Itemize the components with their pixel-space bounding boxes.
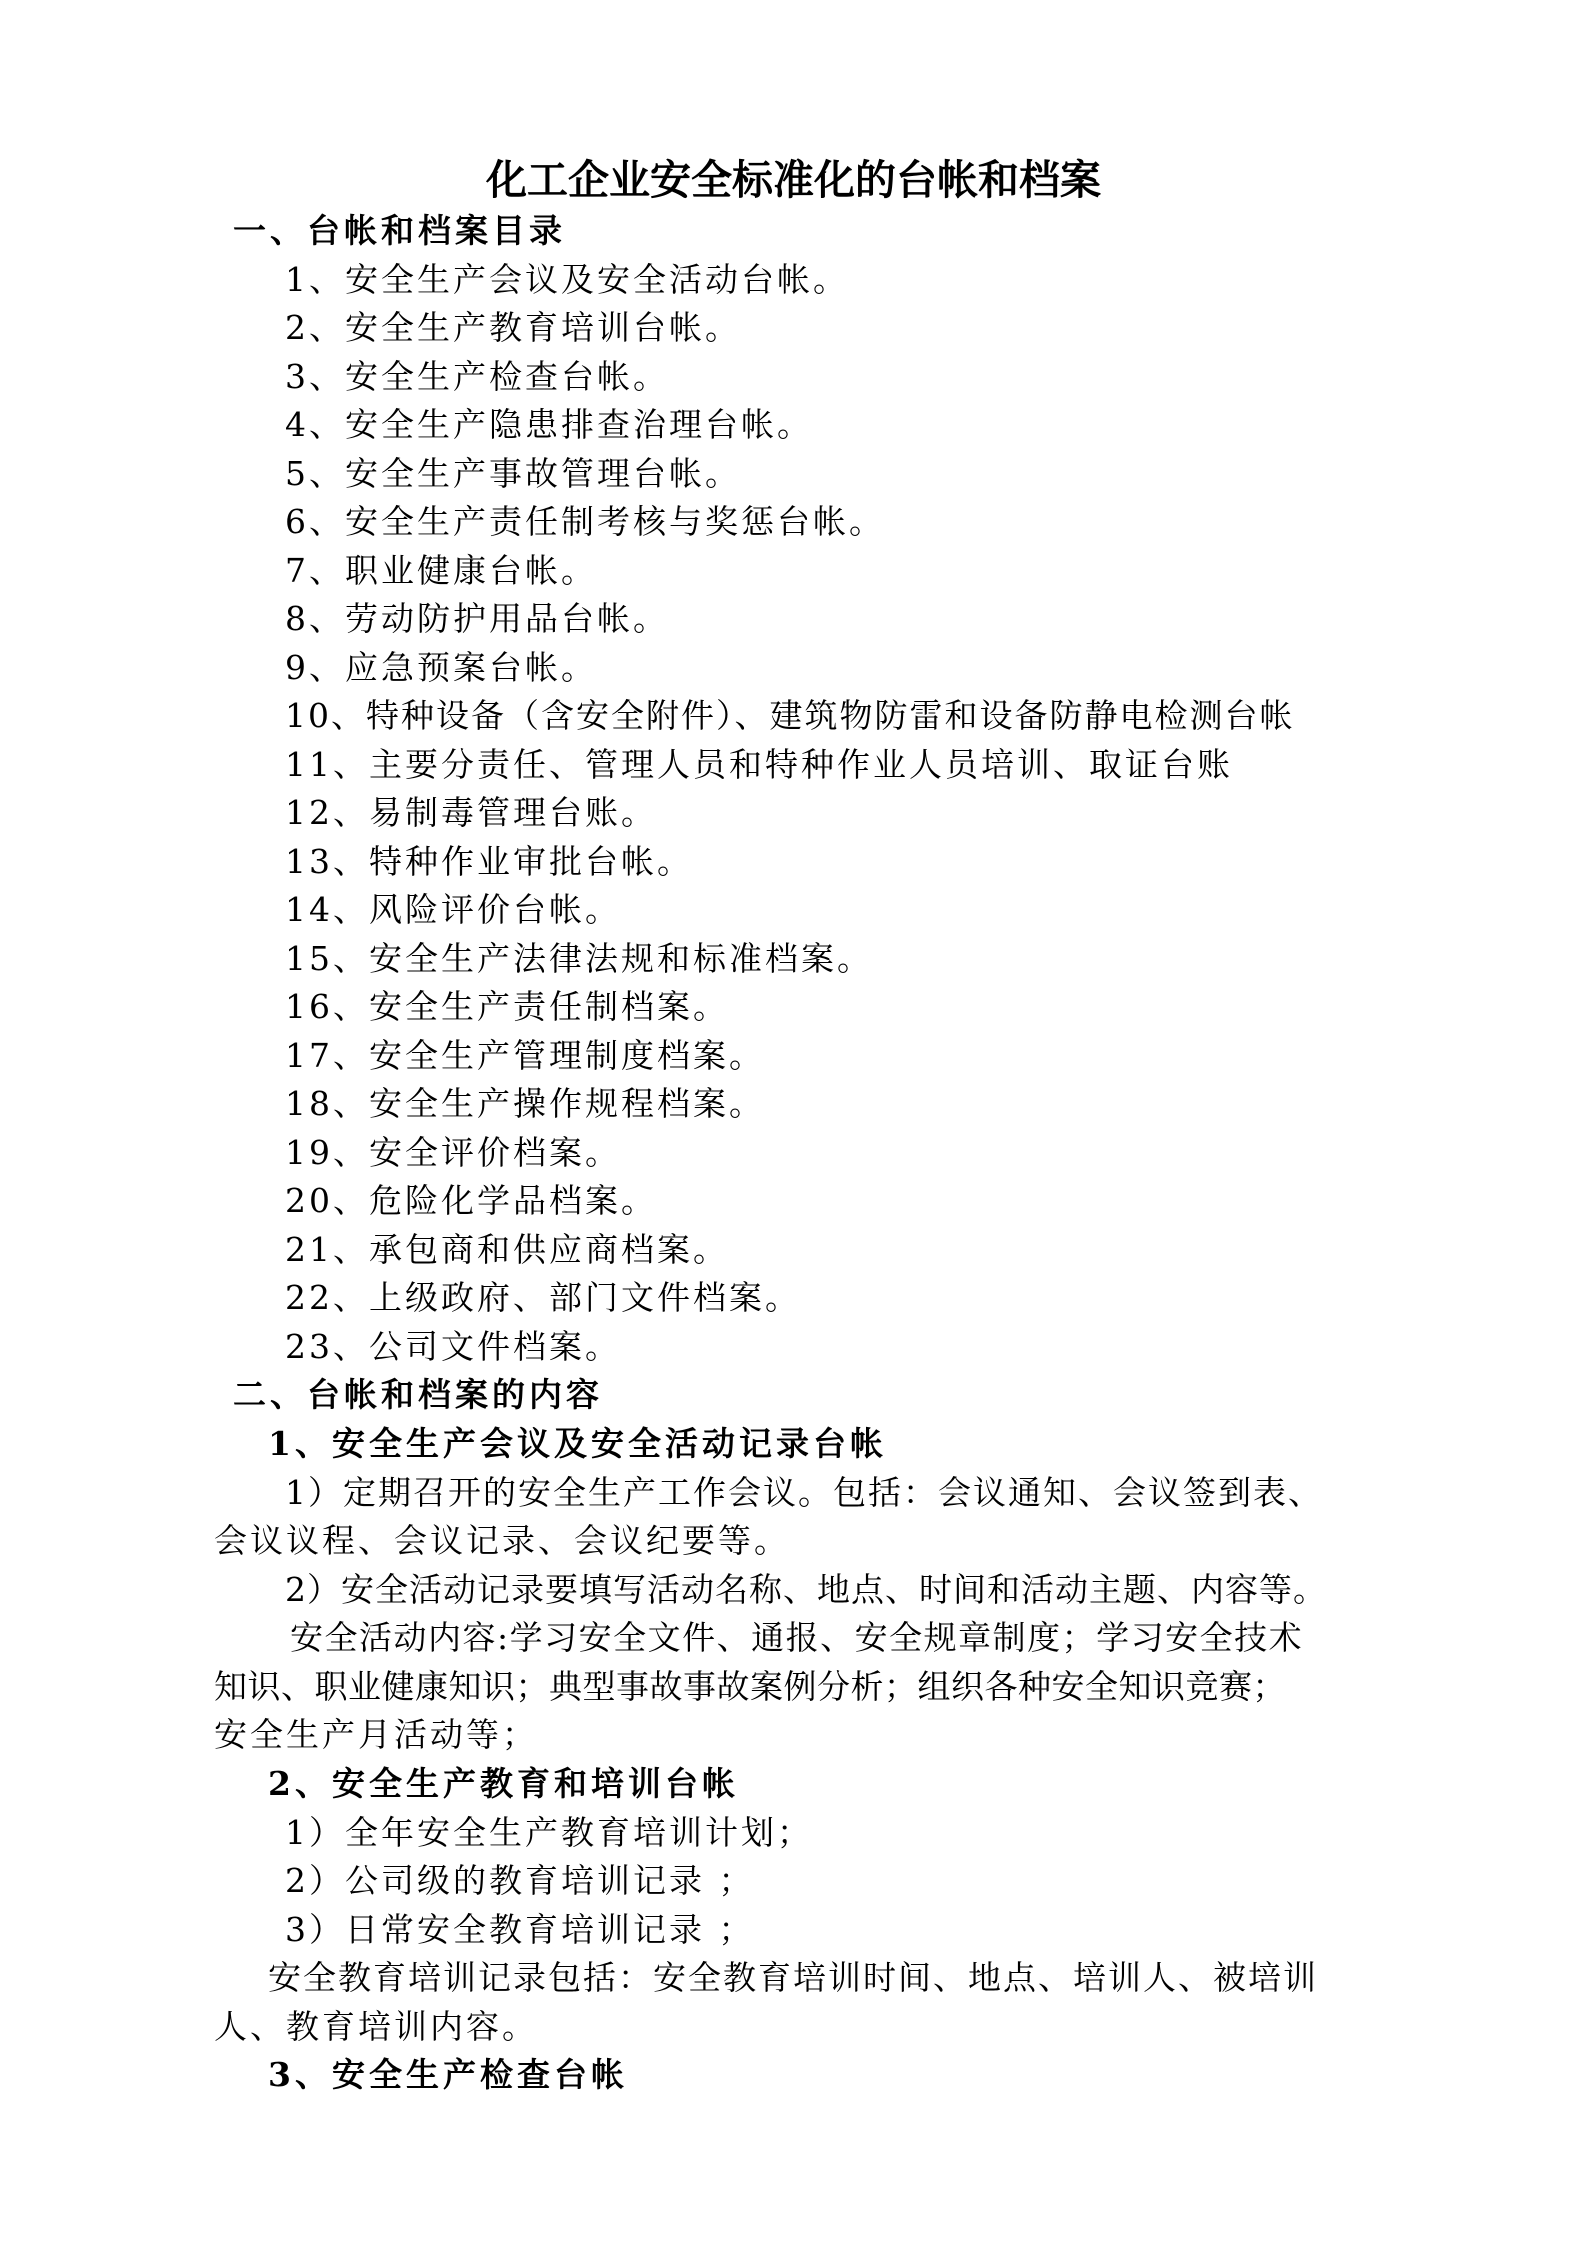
catalog-item: 11、主要分责任、管理人员和特种作业人员培训、取证台账 bbox=[285, 745, 1233, 784]
catalog-item: 17、安全生产管理制度档案。 bbox=[285, 1036, 765, 1075]
paragraph-line: 2）公司级的教育培训记录 ； bbox=[285, 1861, 755, 1900]
catalog-item: 8、劳动防护用品台帐。 bbox=[285, 599, 669, 638]
catalog-item: 20、危险化学品档案。 bbox=[285, 1181, 657, 1220]
paragraph-line: 安全活动内容:学习安全文件、通报、安全规章制度；学习安全技术 bbox=[290, 1618, 1304, 1657]
section-heading-content: 二、台帐和档案的内容 bbox=[233, 1375, 603, 1414]
catalog-item: 21、承包商和供应商档案。 bbox=[285, 1230, 729, 1269]
catalog-item: 13、特种作业审批台帐。 bbox=[285, 842, 693, 881]
document-title: 化工企业安全标准化的台帐和档案 bbox=[486, 156, 1101, 204]
catalog-item: 16、安全生产责任制档案。 bbox=[285, 987, 729, 1026]
section-heading-catalog: 一、台帐和档案目录 bbox=[233, 211, 566, 250]
paragraph-line: 安全教育培训记录包括：安全教育培训时间、地点、培训人、被培训 bbox=[268, 1958, 1318, 1997]
catalog-item: 5、安全生产事故管理台帐。 bbox=[285, 454, 741, 493]
catalog-item: 7、职业健康台帐。 bbox=[285, 551, 597, 590]
catalog-item: 3、安全生产检查台帐。 bbox=[285, 357, 669, 396]
paragraph-line: 1）定期召开的安全生产工作会议。包括：会议通知、会议签到表、 bbox=[285, 1473, 1323, 1512]
catalog-item: 1、安全生产会议及安全活动台帐。 bbox=[285, 260, 849, 299]
catalog-item: 2、安全生产教育培训台帐。 bbox=[285, 308, 741, 347]
paragraph-line: 1）全年安全生产教育培训计划； bbox=[285, 1813, 813, 1852]
catalog-item: 18、安全生产操作规程档案。 bbox=[285, 1084, 765, 1123]
catalog-item: 9、应急预案台帐。 bbox=[285, 648, 597, 687]
paragraph-line: 3）日常安全教育培训记录 ； bbox=[285, 1910, 755, 1949]
subsection-heading-meetings: 1、安全生产会议及安全活动记录台帐 bbox=[268, 1424, 887, 1463]
catalog-item: 19、安全评价档案。 bbox=[285, 1133, 621, 1172]
catalog-item: 23、公司文件档案。 bbox=[285, 1327, 621, 1366]
paragraph-line: 2）安全活动记录要填写活动名称、地点、时间和活动主题、内容等。 bbox=[285, 1570, 1327, 1609]
catalog-item: 10、特种设备（含安全附件）、建筑物防雷和设备防静电检测台帐 bbox=[285, 696, 1295, 735]
catalog-item: 6、安全生产责任制考核与奖惩台帐。 bbox=[285, 502, 885, 541]
catalog-item: 12、易制毒管理台账。 bbox=[285, 793, 657, 832]
subsection-heading-inspection: 3、安全生产检查台帐 bbox=[268, 2055, 628, 2094]
catalog-item: 22、上级政府、部门文件档案。 bbox=[285, 1278, 801, 1317]
paragraph-line: 知识、职业健康知识；典型事故事故案例分析；组织各种安全知识竞赛； bbox=[214, 1667, 1286, 1706]
paragraph-line: 会议议程、会议记录、会议纪要等。 bbox=[214, 1521, 790, 1560]
catalog-item: 15、安全生产法律法规和标准档案。 bbox=[285, 939, 873, 978]
subsection-heading-training: 2、安全生产教育和培训台帐 bbox=[268, 1764, 739, 1803]
catalog-item: 14、风险评价台帐。 bbox=[285, 890, 621, 929]
paragraph-line: 安全生产月活动等； bbox=[214, 1715, 538, 1754]
paragraph-line: 人、教育培训内容。 bbox=[214, 2007, 538, 2046]
catalog-item: 4、安全生产隐患排查治理台帐。 bbox=[285, 405, 813, 444]
